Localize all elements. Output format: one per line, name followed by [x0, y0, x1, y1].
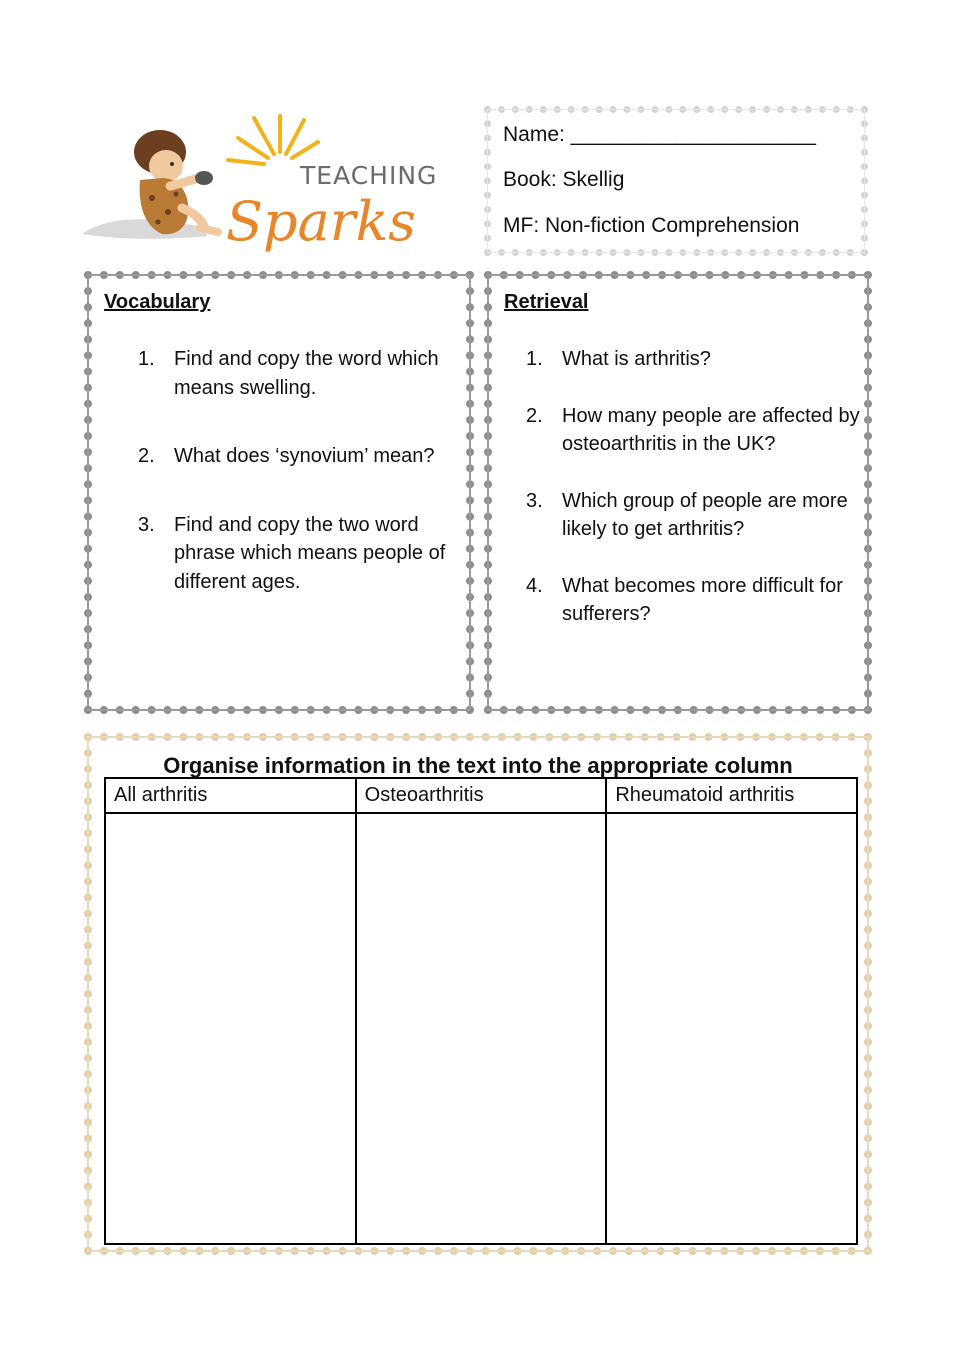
question-text: What becomes more difficult for sufferers?	[562, 574, 843, 625]
student-info-box	[484, 106, 868, 256]
teaching-sparks-logo	[78, 108, 450, 258]
retrieval-title: Retrieval	[504, 291, 589, 313]
table-row	[105, 813, 857, 1244]
organise-title: Organise information in the text into the appropriate column	[163, 753, 793, 778]
retrieval-box	[484, 271, 872, 714]
question-item	[138, 442, 464, 471]
organise-box	[84, 733, 872, 1255]
question-number: 2.	[138, 445, 155, 467]
question-number: 1.	[526, 348, 543, 370]
question-item	[526, 402, 862, 459]
question-number: 3.	[526, 489, 543, 512]
question-text: Find and copy the word which means swelling.	[174, 348, 439, 399]
vocabulary-box	[84, 271, 474, 714]
question-item	[526, 487, 862, 544]
question-number: 4.	[526, 574, 543, 597]
question-text: Find and copy the two word phrase which means people of different ages.	[174, 513, 446, 593]
answer-cell[interactable]	[105, 813, 356, 1244]
column-header: Osteoarthritis	[356, 778, 607, 813]
question-text: How many people are affected by osteoarthritis in the UK?	[562, 404, 860, 455]
organise-table	[104, 777, 858, 1245]
question-text: Which group of people are more likely to get arthritis?	[562, 489, 848, 540]
spark-rays-icon	[228, 116, 318, 164]
mf-label: MF: Non-fiction Comprehension	[503, 214, 800, 237]
question-number: 2.	[526, 404, 543, 427]
answer-cell[interactable]	[606, 813, 857, 1244]
question-item	[138, 345, 464, 402]
caveman-mascot-icon	[134, 130, 218, 234]
ground-shadow-shape	[82, 219, 208, 239]
vocabulary-questions	[138, 345, 464, 596]
question-item	[526, 572, 862, 629]
retrieval-questions	[526, 345, 862, 657]
column-header: Rheumatoid arthritis	[606, 778, 857, 813]
question-item	[138, 511, 464, 597]
logo-sparks-text: Sparks	[226, 190, 417, 253]
vocabulary-title: Vocabulary	[104, 291, 211, 313]
question-number: 3.	[138, 513, 155, 536]
answer-cell[interactable]	[356, 813, 607, 1244]
book-label: Book: Skellig	[503, 168, 625, 191]
question-text: What does ‘synovium’ mean?	[174, 445, 435, 467]
question-text: What is arthritis?	[562, 348, 711, 370]
name-field[interactable]: Name: _____________________	[503, 123, 816, 146]
logo-teaching-text: TEACHING	[300, 161, 438, 190]
question-number: 1.	[138, 348, 155, 370]
column-header: All arthritis	[105, 778, 356, 813]
table-header-row	[105, 778, 857, 813]
question-item	[526, 345, 862, 374]
